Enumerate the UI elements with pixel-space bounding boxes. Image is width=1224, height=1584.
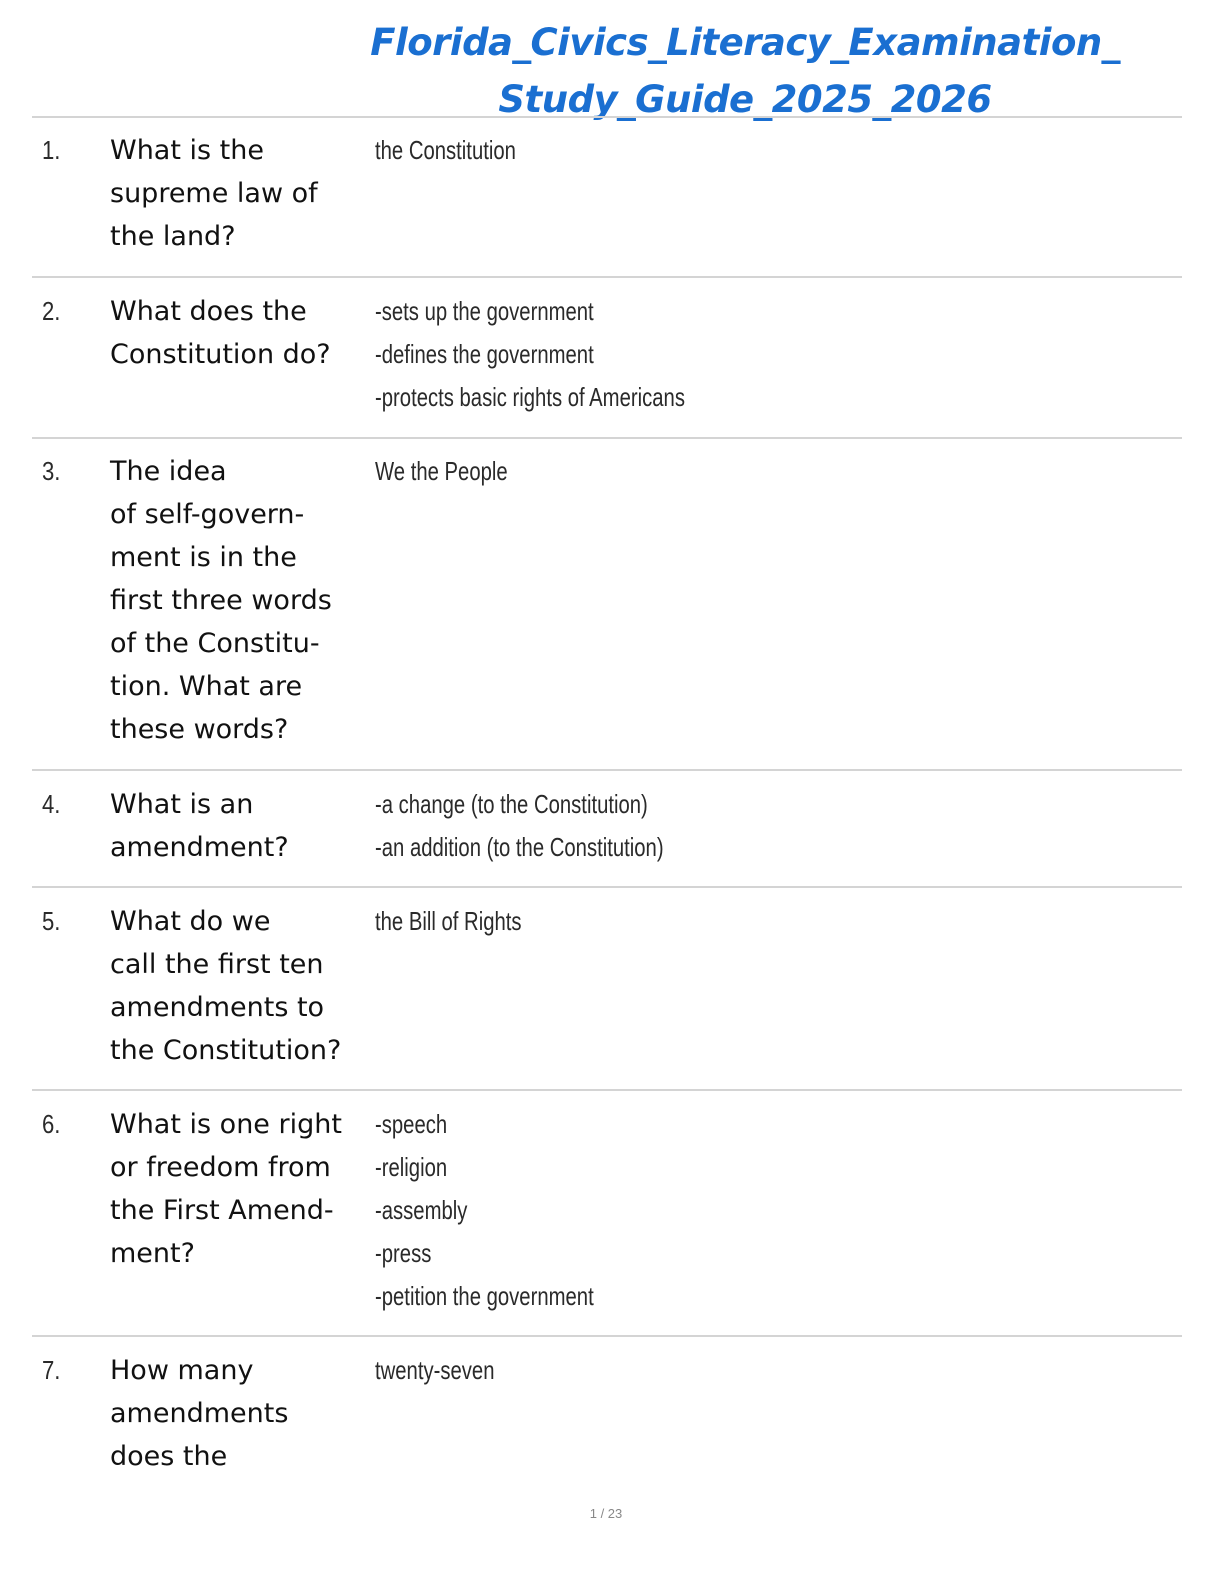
divider (32, 1089, 1182, 1091)
answer-text: twenty-seven (375, 1355, 495, 1385)
answer-text: the Constitution (375, 135, 516, 165)
question-line: first three words (110, 585, 332, 616)
question-line: What is the (110, 135, 264, 166)
answer-text: -an addition (to the Constitution) (375, 832, 664, 862)
answer-list (375, 1349, 528, 1392)
question-line: What does the (110, 296, 307, 327)
question-text (110, 290, 372, 376)
item-number: 5. (42, 906, 61, 936)
item-number: 1. (42, 135, 61, 165)
answer-list (375, 900, 563, 943)
question-line: ment is in the (110, 542, 297, 573)
divider (32, 116, 1182, 118)
question-line: Constitution do? (110, 339, 331, 370)
question-line: What is an (110, 789, 254, 820)
divider (32, 886, 1182, 888)
answer-list (375, 450, 545, 493)
question-line: does the (110, 1441, 228, 1472)
item-number: 6. (42, 1109, 61, 1139)
question-line: amendment? (110, 832, 289, 863)
question-line: The idea (110, 456, 227, 487)
answer-text: the Bill of Rights (375, 906, 522, 936)
document-title-line-1: Florida_Civics_Literacy_Examination_ (370, 21, 1120, 64)
answer-text: -sets up the government (375, 296, 594, 326)
answer-text: -a change (to the Constitution) (375, 789, 648, 819)
question-line: tion. What are (110, 671, 303, 702)
question-line: ment? (110, 1238, 195, 1269)
page-number: 1 / 23 (589, 1506, 623, 1521)
divider (32, 1335, 1182, 1337)
item-number: 2. (42, 296, 61, 326)
answer-text: We the People (375, 456, 508, 486)
answer-text: -press (375, 1238, 432, 1268)
question-line: supreme law of (110, 178, 318, 209)
question-line: amendments to (110, 992, 325, 1023)
item-number: 7. (42, 1355, 61, 1385)
question-line: of self-govern- (110, 499, 305, 530)
question-text (110, 900, 372, 1072)
item-number: 4. (42, 789, 61, 819)
question-line: the Constitution? (110, 1035, 342, 1066)
question-line: call the first ten (110, 949, 324, 980)
divider (32, 437, 1182, 439)
question-line: or freedom from (110, 1152, 331, 1183)
question-line: the land? (110, 221, 236, 252)
question-text (110, 450, 372, 751)
question-text (110, 783, 372, 869)
question-line: How many (110, 1355, 254, 1386)
question-line: of the Constitu- (110, 628, 320, 659)
answer-list (375, 290, 772, 419)
divider (32, 769, 1182, 771)
answer-text: -religion (375, 1152, 448, 1182)
answer-text: -defines the government (375, 339, 594, 369)
answer-list (375, 1103, 655, 1318)
divider (32, 276, 1182, 278)
answer-list (375, 783, 745, 869)
question-text (110, 1349, 372, 1478)
answer-text: -speech (375, 1109, 448, 1139)
question-text (110, 129, 372, 258)
answer-text: -protects basic rights of Americans (375, 382, 685, 412)
question-line: amendments (110, 1398, 289, 1429)
document-title-line-2: Study_Guide_2025_2026 (498, 78, 992, 121)
answer-list (375, 129, 556, 172)
question-line: What is one right (110, 1109, 342, 1140)
document-title (300, 14, 1190, 128)
item-number: 3. (42, 456, 61, 486)
question-text (110, 1103, 372, 1275)
answer-text: -assembly (375, 1195, 468, 1225)
answer-text: -petition the government (375, 1281, 594, 1311)
question-line: What do we (110, 906, 271, 937)
question-line: the First Amend- (110, 1195, 334, 1226)
question-line: these words? (110, 714, 289, 745)
